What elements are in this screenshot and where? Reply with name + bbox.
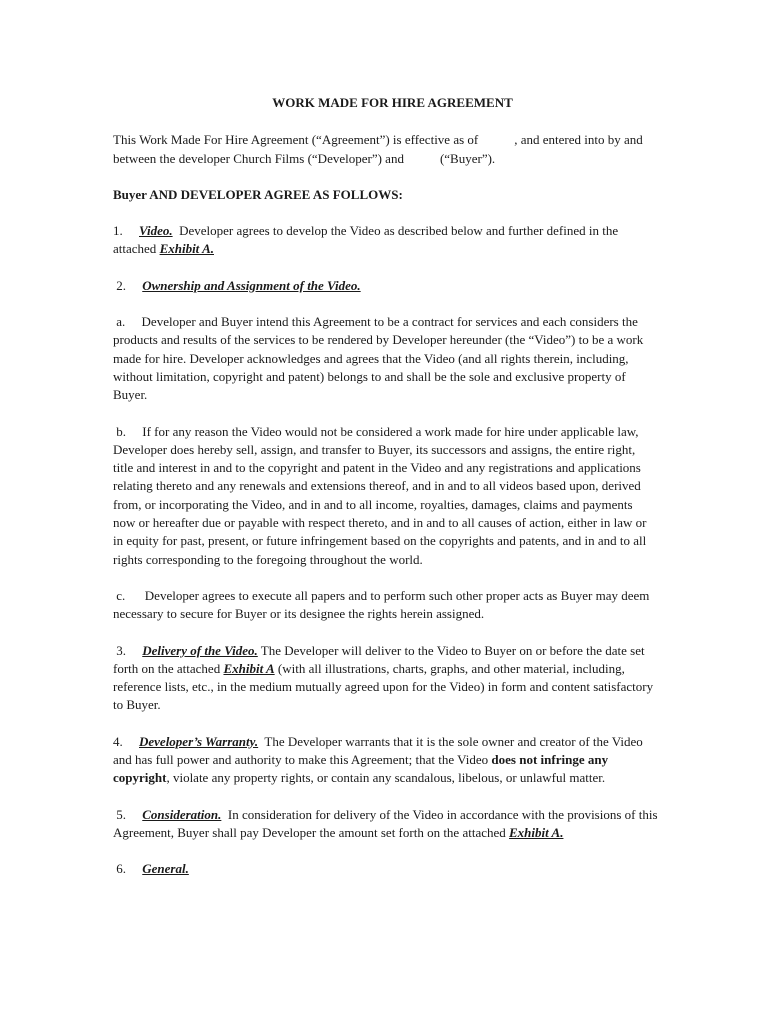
section-2-title: Ownership and Assignment of the Video. bbox=[142, 277, 361, 293]
section-3-number: 3. bbox=[116, 642, 126, 658]
exhibit-a-reference: Exhibit A. bbox=[159, 241, 214, 257]
intro-text-2: , and entered into by and between the developer Church Films (“Developer”) and bbox=[113, 132, 643, 166]
section-5-text: In consideration for delivery of the Video in accordance with the provisions of this Agreement, Buyer shall pay Developer the amount set forth on the attached bbox=[113, 806, 658, 840]
exhibit-a-reference: Exhibit A bbox=[223, 660, 275, 676]
section-2b-text: If for any reason the Video would not be considered a work made for hire under applicable law, Developer does hereby sell, assign, and transfer to Buyer, its successors and assigns, the entire right, title and interest in and to the copyright and patent in the Video and any registrations and applications relating thereto and any renewals and extensions thereof, and in and to all videos based upon, derived from, or incorporating the Video, and in and to all income, royalties, damages, claims and payments now or hereafter due or payable with respect thereto, and in and to all causes of action, either in law or in equity for past, present, or future infringement based on the copyrights and patents, and in and to all rights corresponding to the foregoing throughout the world. bbox=[113, 423, 647, 567]
section-5-number: 5. bbox=[116, 806, 126, 822]
document-title: WORK MADE FOR HIRE AGREEMENT bbox=[272, 95, 513, 110]
section-4-number: 4. bbox=[113, 733, 123, 749]
section-2b bbox=[113, 423, 658, 569]
section-2c bbox=[113, 587, 658, 624]
intro-text-1: This Work Made For Hire Agreement (“Agreement”) is effective as of bbox=[113, 132, 479, 148]
section-1-title: Video. bbox=[139, 223, 173, 239]
section-3-text-1: The Developer will deliver to the Video to Buyer on or before the date set forth on the attached bbox=[113, 642, 645, 676]
section-4-text-2: , violate any property rights, or contain any scandalous, libelous, or unlawful matter. bbox=[166, 770, 606, 786]
section-4-title: Developer’s Warranty. bbox=[139, 733, 259, 749]
section-4-text-1: The Developer warrants that it is the sole owner and creator of the Video and has full power and authority to make this Agreement; that the Video bbox=[113, 733, 643, 768]
section-2c-label: c. bbox=[116, 587, 126, 603]
section-6 bbox=[113, 860, 658, 878]
intro-text-3: (“Buyer”). bbox=[439, 150, 496, 166]
section-2a bbox=[113, 313, 658, 404]
exhibit-a-reference: Exhibit A. bbox=[509, 824, 564, 840]
section-2c-text: Developer agrees to execute all papers and to perform such other proper acts as Buyer may deem necessary to secure for Buyer or its designee the rights herein assigned. bbox=[113, 587, 650, 622]
section-3-title: Delivery of the Video. bbox=[142, 642, 258, 658]
section-1-text: Developer agrees to develop the Video as described below and further defined in the attached bbox=[113, 223, 619, 257]
section-3-text-2: (with all illustrations, charts, graphs, and other material, including, reference lists, etc., in the medium mutually agreed upon for the Video) in form and content satisfactory to Buyer. bbox=[113, 660, 654, 713]
section-3 bbox=[113, 642, 658, 715]
section-2b-label: b. bbox=[116, 423, 126, 439]
section-2a-label: a. bbox=[116, 314, 126, 330]
section-2-number: 2. bbox=[116, 277, 126, 293]
section-6-number: 6. bbox=[116, 861, 126, 877]
section-5 bbox=[113, 806, 658, 843]
section-1-number: 1. bbox=[113, 223, 123, 239]
section-5-title: Consideration. bbox=[142, 806, 222, 822]
section-1 bbox=[113, 222, 658, 259]
section-2a-text: Developer and Buyer intend this Agreement to be a contract for services and each considers the products and results of the services to be rendered by Developer hereunder (the “Video”) to be a work made for hire. Developer acknowledges and agrees that the Video (and all rights therein, including, without limitation, copyright and patent) belongs to and shall be the sole and exclusive property of Buyer. bbox=[113, 314, 644, 403]
agree-heading: Buyer AND DEVELOPER AGREE AS FOLLOWS: bbox=[113, 186, 403, 202]
intro-paragraph bbox=[113, 131, 658, 168]
section-2 bbox=[113, 277, 658, 295]
section-4 bbox=[113, 733, 658, 788]
section-6-title: General. bbox=[142, 861, 189, 877]
document-page bbox=[113, 94, 658, 897]
section-4-bold-text: does not infringe any copyright bbox=[113, 752, 609, 786]
